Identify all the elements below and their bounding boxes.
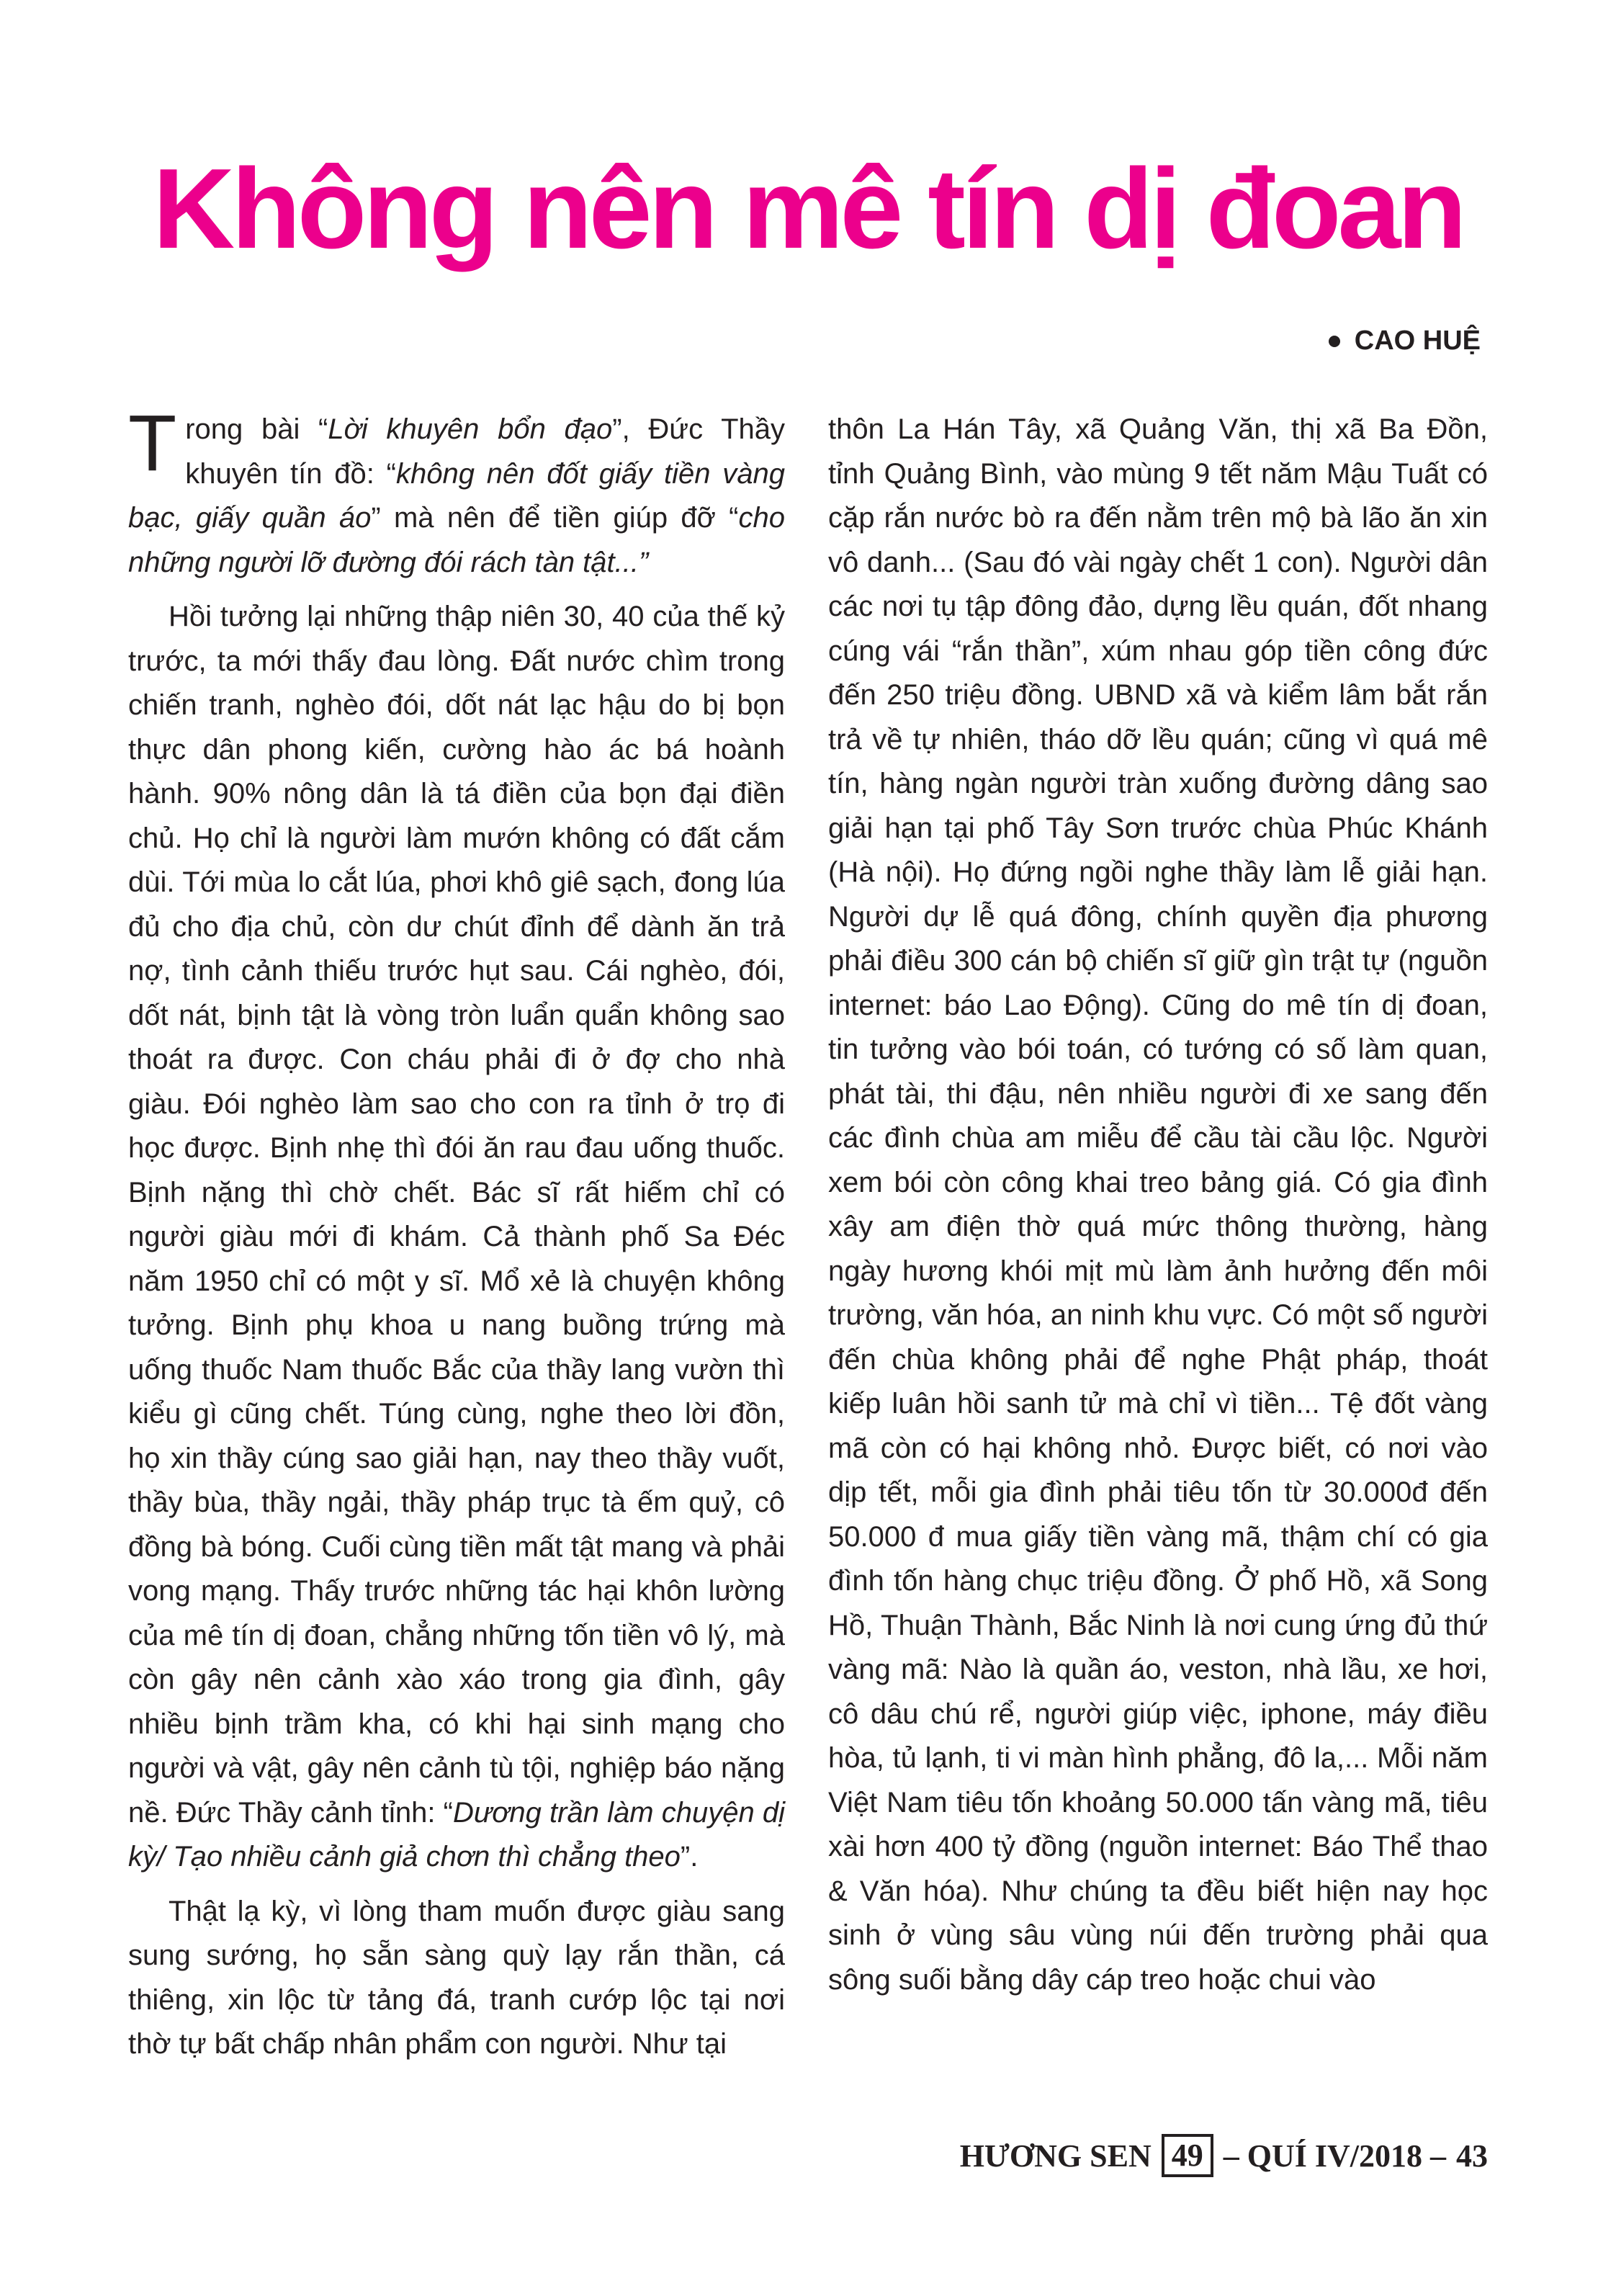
quoted-phrase: không nên đốt giấy tiền vàng bạc, giấy quần áo <box>128 457 785 534</box>
page-footer <box>960 2134 1488 2177</box>
magazine-name: HƯƠNG SEN <box>959 2138 1152 2174</box>
article-title: Không nên mê tín dị đoan <box>153 145 1463 272</box>
text-run: rong bài “ <box>185 413 328 445</box>
drop-cap: T <box>128 399 177 488</box>
page-number: 43 <box>1456 2138 1488 2174</box>
text-run: Hồi tưởng lại những thập niên 30, 40 của thế kỷ trước, ta mới thấy đau lòng. Đất nước chìm trong chiến tranh, nghèo đói, dốt nát lạc hậu do bị bọn thực dân phong kiến, cường hào ác bá hoành hành. 90% nông dân là tá điền của bọn đại điền chủ. Họ chỉ là người làm mướn không có đất cắm dùi. Tới mùa lo cắt lúa, phơi khô giê sạch, đong lúa đủ cho địa chủ, còn dư chút đỉnh để dành ăn trả nợ, tình cảnh thiếu trước hụt sau. Cái nghèo, đói, dốt nát, bịnh tật là vòng tròn luẩn quẩn không sao thoát ra được. Con cháu phải đi ở đợ cho nhà giàu. Đói nghèo làm sao cho con ra tỉnh ở trọ đi học được. Bịnh nhẹ thì đói ăn rau đau uống thuốc. Bịnh nặng thì chờ chết. Bác sĩ rất hiếm chỉ có người giàu mới đi khám. Cả thành phố Sa Đéc năm 1950 chỉ có một y sĩ. Mổ xẻ là chuyện không tưởng. Bịnh phụ khoa u nang buồng trứng mà uống thuốc Nam thuốc Bắc của thầy lang vườn thì kiểu gì cũng chết. Túng cùng, nghe theo lời đồn, họ xin thầy cúng sao giải hạn, nay theo thầy vuốt, thầy bùa, thầy ngải, thầy pháp trục tà ếm quỷ, cô đồng bà bóng. Cuối cùng tiền mất tật mang và phải vong mạng. Thấy trước những tác hại khôn lường của mê tín dị đoan, chẳng những tốn tiền vô lý, mà còn gây nên cảnh xào xáo trong gia đình, gây nhiều bịnh trầm kha, có khi hại sinh mạng cho người và vật, gây nên cảnh tù tội, nghiệp báo nặng nề. Đức Thầy cảnh tỉnh: “ <box>128 601 785 1829</box>
text-run: ”, Đức Thầy khuyên tín đồ: “ <box>185 413 785 490</box>
issue-period: – QUÍ IV/2018 – <box>1223 2138 1446 2174</box>
issue-number: 49 <box>1162 2134 1213 2177</box>
article-body <box>128 399 786 2067</box>
paragraph-intro <box>128 399 785 585</box>
paragraph-superstition-continued: thôn La Hán Tây, xã Quảng Văn, thị xã Ba Đồn, tỉnh Quảng Bình, vào mùng 9 tết năm Mậu Tuất có cặp rắn nước bò ra đến nằm trên mộ bà lão ăn xin vô danh... (Sau đó vài ngày chết 1 con). Người dân các nơi tụ tập đông đảo, dựng lều quán, đốt nhang cúng vái “rắn thần”, xúm nhau góp tiền công đức đến 250 triệu đồng. UBND xã và kiểm lâm bắt rắn trả về tự nhiên, tháo dỡ lều quán; cũng vì quá mê tín, hàng ngàn người tràn xuống đường dâng sao giải hạn tại phố Tây Sơn trước chùa Phúc Khánh (Hà nội). Họ đứng ngồi nghe thầy làm lễ giải hạn. Người dự lễ quá đông, chính quyền địa phương phải điều 300 cán bộ chiến sĩ giữ gìn trật tự (nguồn internet: báo Lao Động). Cũng do mê tín dị đoan, tin tưởng vào bói toán, có tướng có số làm quan, phát tài, thi đậu, nên nhiều người đi xe sang đến các đình chùa am miễu để cầu tài cầu lộc. Người xem bói còn công khai treo bảng giá. Có gia đình xây am điện thờ quá mức thông thường, hàng ngày hương khói mịt mù làm ảnh hưởng đến môi trường, văn hóa, an ninh khu vực. Có một số người đến chùa không phải để nghe Phật pháp, thoát kiếp luân hồi sanh tử mà chỉ vì tiền... Tệ đốt vàng mã còn có hại không nhỏ. Được biết, có nơi vào dịp tết, mỗi gia đình phải tiêu tốn từ 30.000đ đến 50.000 đ mua giấy tiền vàng mã, thậm chí có gia đình tốn hàng chục triệu đồng. Ở phố Hồ, xã Song Hồ, Thuận Thành, Bắc Ninh là nơi cung ứng đủ thứ vàng mã: Nào là quần áo, veston, nhà lầu, xe hơi, cô dâu chú rể, người giúp việc, iphone, máy điều hòa, tủ lạnh, ti vi màn hình phẳng, đô la,... Mỗi năm Việt Nam tiêu tốn khoảng 50.000 tấn vàng mã, tiêu xài hơn 400 tỷ đồng (nguồn internet: Báo Thể thao & Văn hóa). Như chúng ta đều biết hiện nay học sinh ở vùng sâu vùng núi đến trường phải qua sông suối bằng dây cáp treo hoặc chui vào <box>828 413 1488 1996</box>
quoted-title: Lời khuyên bổn đạo <box>328 413 613 445</box>
quoted-verse: Dương trần làm chuyện dị kỳ/ Tạo nhiều cảnh giả chơn thì chẳng theo <box>128 1796 786 1873</box>
paragraph-history <box>128 595 785 1880</box>
author-name: CAO HUỆ <box>1354 326 1481 356</box>
text-run: ” mà nên để tiền giúp đỡ “ <box>371 502 739 534</box>
quoted-phrase: cho những người lỡ đường đói rách tàn tật...” <box>128 502 785 578</box>
bullet-icon <box>1329 336 1340 347</box>
paragraph-superstition: Thật lạ kỳ, vì lòng tham muốn được giàu sang sung sướng, họ sẵn sàng quỳ lạy rắn thần, cá thiêng, xin lộc từ tảng đá, tranh cướp lộc tại nơi thờ tự bất chấp nhân phẩm con người. Như tại <box>128 1895 785 2060</box>
article-body-continued <box>828 408 1488 2002</box>
byline <box>1329 326 1481 356</box>
text-run: ”. <box>680 1841 699 1873</box>
